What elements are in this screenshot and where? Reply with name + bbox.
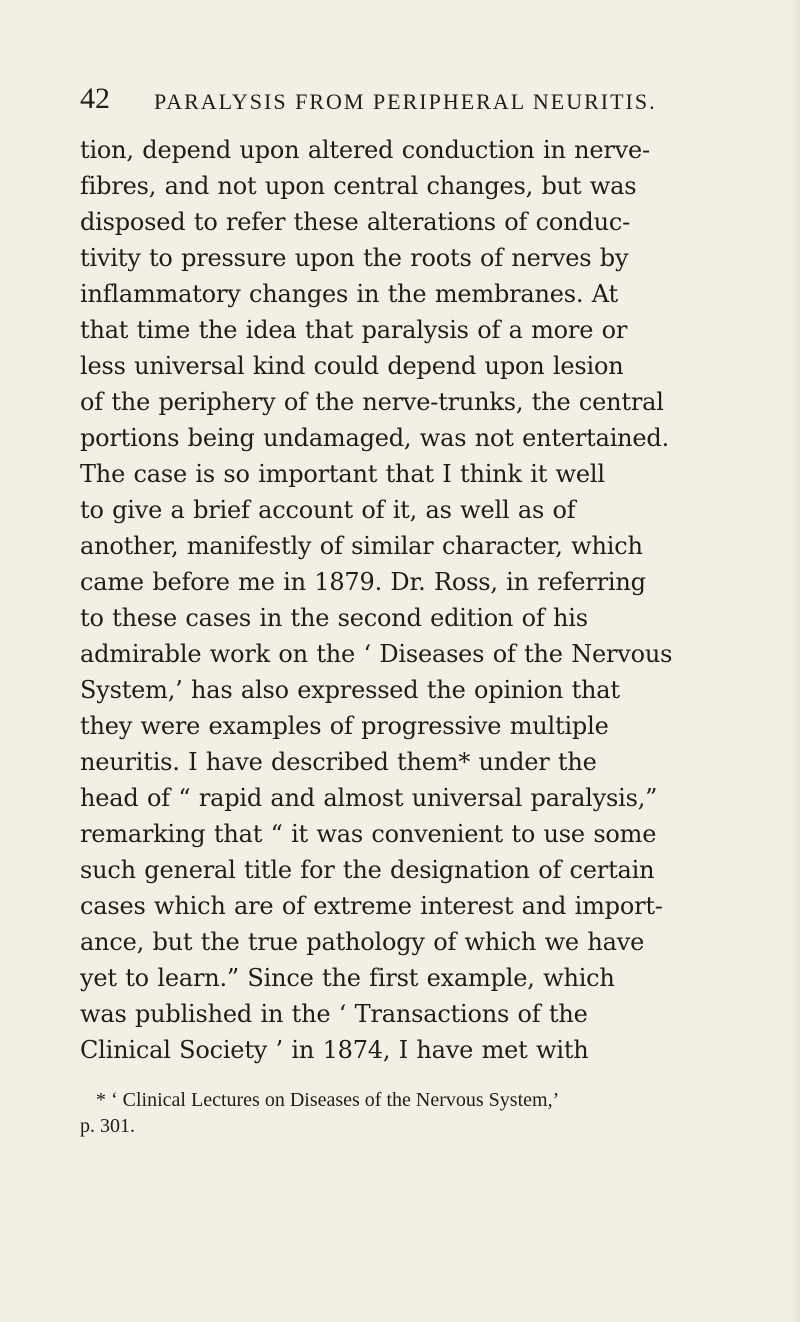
body-line: tivity to pressure upon the roots of nerves by	[80, 244, 629, 272]
page-edge-shadow	[790, 0, 800, 1322]
body-line: The case is so important that I think it well	[80, 460, 605, 488]
body-line: admirable work on the ‘ Diseases of the Nervous	[80, 640, 673, 668]
footnote	[80, 1087, 720, 1139]
body-line: neuritis. I have described them* under the	[80, 748, 597, 776]
body-text	[80, 132, 740, 1068]
body-line: portions being undamaged, was not entertained.	[80, 424, 670, 452]
body-line: fibres, and not upon central changes, but was	[80, 172, 637, 200]
body-line: Clinical Society ’ in 1874, I have met with	[80, 1036, 589, 1064]
body-line: disposed to refer these alterations of conduc-	[80, 208, 630, 236]
body-line: ance, but the true pathology of which we have	[80, 928, 645, 956]
body-line: less universal kind could depend upon lesion	[80, 352, 624, 380]
body-line: remarking that “ it was convenient to use some	[80, 820, 657, 848]
body-line: came before me in 1879. Dr. Ross, in referring	[80, 568, 646, 596]
body-line: they were examples of progressive multiple	[80, 712, 609, 740]
body-line: that time the idea that paralysis of a more or	[80, 316, 628, 344]
body-line: another, manifestly of similar character, which	[80, 532, 643, 560]
running-head: PARALYSIS FROM PERIPHERAL NEURITIS.	[154, 89, 657, 114]
body-line: yet to learn.” Since the first example, which	[80, 964, 615, 992]
body-line: cases which are of extreme interest and import-	[80, 892, 663, 920]
page-number: 42	[80, 82, 110, 115]
body-line: tion, depend upon altered conduction in nerve-	[80, 136, 650, 164]
body-line: head of “ rapid and almost universal paralysis,”	[80, 784, 658, 812]
body-line: inflammatory changes in the membranes. At	[80, 280, 618, 308]
body-line: System,’ has also expressed the opinion that	[80, 676, 620, 704]
footnote-line: * ‘ Clinical Lectures on Diseases of the Nervous System,’	[96, 1089, 560, 1111]
body-line: of the periphery of the nerve-trunks, the central	[80, 388, 664, 416]
page-header	[80, 84, 700, 120]
body-line: to give a brief account of it, as well as of	[80, 496, 576, 524]
body-line: was published in the ‘ Transactions of the	[80, 1000, 588, 1028]
footnote-line: p. 301.	[80, 1115, 135, 1137]
body-line: to these cases in the second edition of his	[80, 604, 588, 632]
body-line: such general title for the designation of certain	[80, 856, 655, 884]
